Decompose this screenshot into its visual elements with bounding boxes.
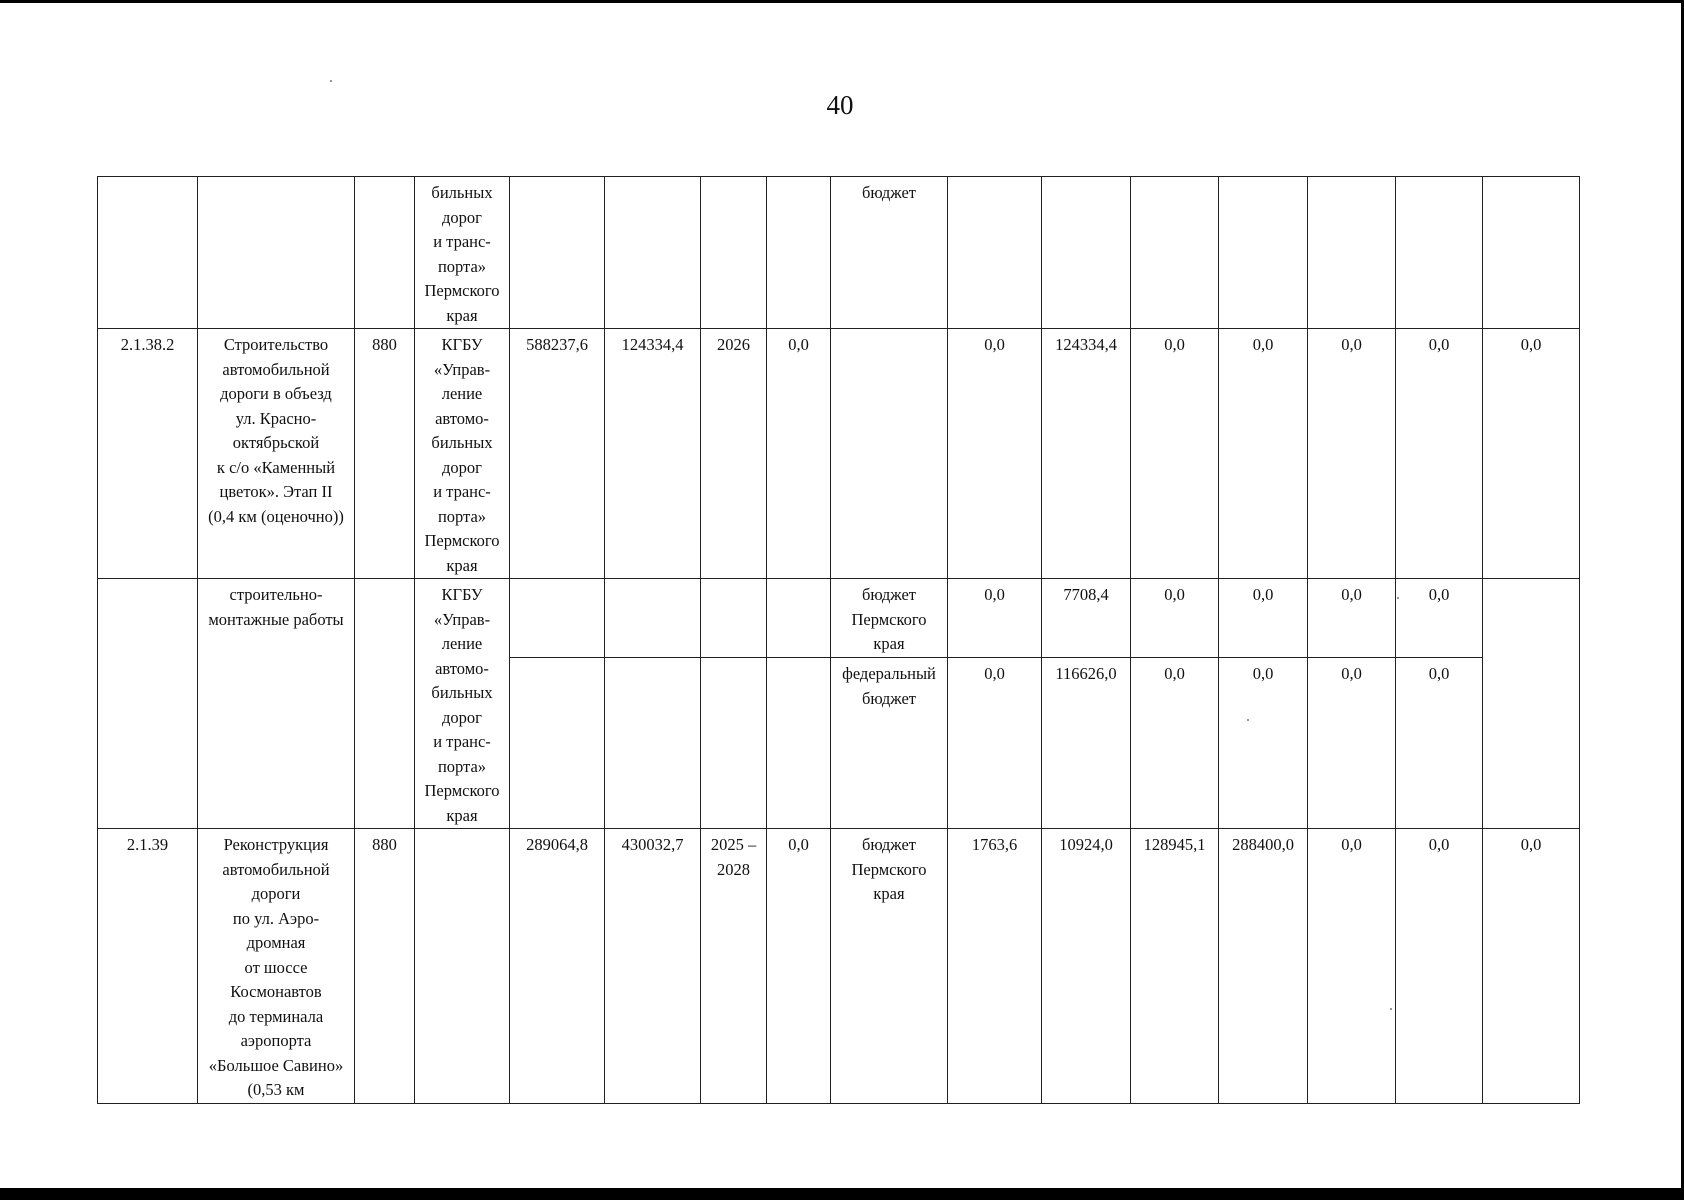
cell-c1 [948, 177, 1042, 329]
cell-id: 2.1.38.2 [98, 329, 198, 579]
cell-executor: бильных дорог и транс- порта» Пермского края [415, 177, 510, 329]
cell-year [701, 658, 767, 829]
cell-c1: 0,0 [948, 329, 1042, 579]
cell-name: Строительство автомобильной дороги в объезд ул. Красно- октябрьской к с/о «Каменный цветок». Этап II (0,4 км (оценочно)) [198, 329, 355, 579]
cell-v1 [510, 177, 605, 329]
cell-c4: 0,0 [1219, 329, 1308, 579]
cell-v3 [767, 579, 831, 658]
cell-c6: 0,0 [1396, 329, 1483, 579]
cell-v3 [767, 658, 831, 829]
cell-source: бюджет Пермского края [831, 829, 948, 1104]
cell-source [831, 329, 948, 579]
cell-c6: 0,0 [1396, 579, 1483, 658]
cell-c6: 0,0 [1396, 658, 1483, 829]
cell-c2 [1042, 177, 1131, 329]
cell-v3: 0,0 [767, 329, 831, 579]
cell-c2: 116626,0 [1042, 658, 1131, 829]
cell-c5 [1308, 177, 1396, 329]
cell-name: Реконструкция автомобильной дороги по ул. Аэро- дромная от шоссе Космонавтов до терминала аэропорта «Большое Савино» (0,53 км [198, 829, 355, 1104]
scan-speck [1390, 1008, 1392, 1010]
cell-year [701, 177, 767, 329]
cell-c4: 0,0 [1219, 579, 1308, 658]
cell-c3: 0,0 [1131, 329, 1219, 579]
cell-c3: 0,0 [1131, 658, 1219, 829]
cell-v1 [510, 579, 605, 658]
cell-id [98, 177, 198, 329]
cell-c2: 10924,0 [1042, 829, 1131, 1104]
cell-c6: 0,0 [1396, 829, 1483, 1104]
cell-code [355, 177, 415, 329]
cell-v1: 289064,8 [510, 829, 605, 1104]
cell-source: бюджет [831, 177, 948, 329]
cell-id: 2.1.39 [98, 829, 198, 1104]
cell-v2 [605, 658, 701, 829]
cell-executor: КГБУ «Управ- ление автомо- бильных дорог и транс- порта» Пермского края [415, 579, 510, 829]
budget-table [97, 176, 1580, 1104]
scan-speck [1397, 597, 1399, 599]
cell-c3: 128945,1 [1131, 829, 1219, 1104]
cell-name [198, 177, 355, 329]
cell-code: 880 [355, 829, 415, 1104]
cell-id [98, 579, 198, 829]
cell-c2: 7708,4 [1042, 579, 1131, 658]
scan-speck [330, 80, 332, 82]
cell-v1: 588237,6 [510, 329, 605, 579]
cell-v3: 0,0 [767, 829, 831, 1104]
cell-c5: 0,0 [1308, 329, 1396, 579]
cell-v2: 430032,7 [605, 829, 701, 1104]
page-number: 40 [826, 90, 854, 120]
cell-name: строительно- монтажные работы [198, 579, 355, 829]
cell-executor [415, 829, 510, 1104]
page-edge-top [0, 0, 1684, 3]
cell-c7 [1483, 579, 1580, 829]
cell-c6 [1396, 177, 1483, 329]
cell-code: 880 [355, 329, 415, 579]
cell-c7: 0,0 [1483, 329, 1580, 579]
cell-source: бюджет Пермского края [831, 579, 948, 658]
table-row [98, 829, 1580, 1104]
cell-v1 [510, 658, 605, 829]
table-row [98, 177, 1580, 329]
cell-executor: КГБУ «Управ- ление автомо- бильных дорог и транс- порта» Пермского края [415, 329, 510, 579]
table-row [98, 329, 1580, 579]
cell-c5: 0,0 [1308, 658, 1396, 829]
cell-c3: 0,0 [1131, 579, 1219, 658]
cell-year [701, 579, 767, 658]
cell-year: 2025 – 2028 [701, 829, 767, 1104]
cell-v2: 124334,4 [605, 329, 701, 579]
cell-v2 [605, 579, 701, 658]
cell-c3 [1131, 177, 1219, 329]
cell-c7: 0,0 [1483, 829, 1580, 1104]
cell-c5: 0,0 [1308, 579, 1396, 658]
cell-v2 [605, 177, 701, 329]
table-row [98, 579, 1580, 658]
scan-speck [1247, 719, 1249, 721]
cell-c7 [1483, 177, 1580, 329]
cell-c4: 288400,0 [1219, 829, 1308, 1104]
cell-v3 [767, 177, 831, 329]
cell-c4 [1219, 177, 1308, 329]
cell-source: федеральный бюджет [831, 658, 948, 829]
cell-c2: 124334,4 [1042, 329, 1131, 579]
cell-code [355, 579, 415, 829]
cell-c4: 0,0 [1219, 658, 1308, 829]
cell-c5: 0,0 [1308, 829, 1396, 1104]
cell-year: 2026 [701, 329, 767, 579]
cell-c1: 1763,6 [948, 829, 1042, 1104]
cell-c1: 0,0 [948, 658, 1042, 829]
page-edge-bottom [0, 1188, 1684, 1200]
cell-c1: 0,0 [948, 579, 1042, 658]
